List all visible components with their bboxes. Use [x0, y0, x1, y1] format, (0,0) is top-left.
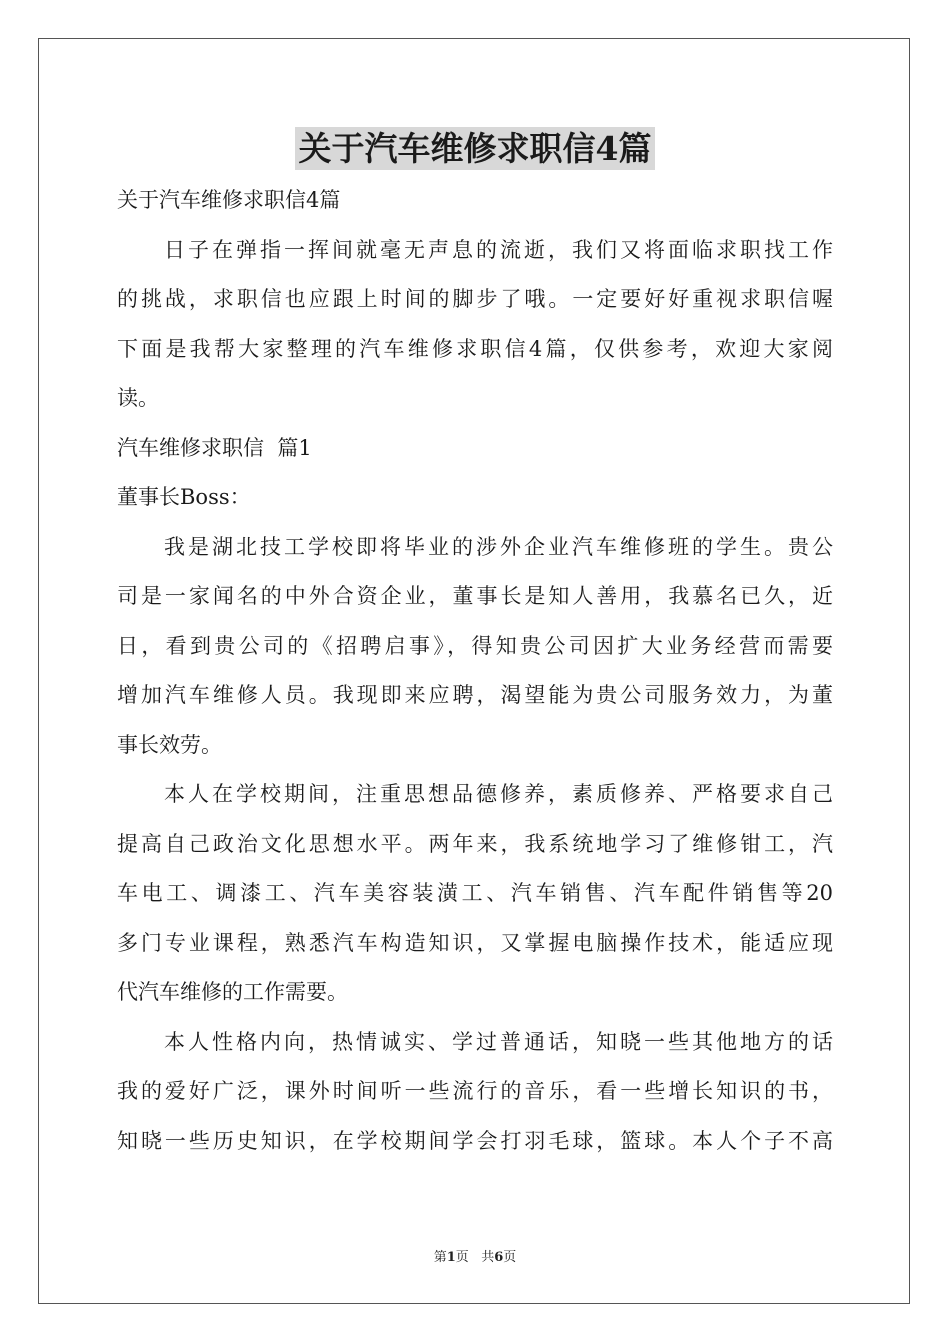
paragraph-line: 代汽车维修的工作需要。 — [117, 980, 348, 1004]
footer-page-prefix: 第 — [433, 1250, 447, 1265]
paragraph-line: 读。 — [117, 386, 159, 410]
footer-page-number: 1 — [446, 1250, 456, 1265]
paragraph-line: 的挑战，求职信也应跟上时间的脚步了哦。一定要好好重视求职信喔 — [117, 287, 833, 311]
section-heading: 汽车维修求职信 篇1 — [117, 435, 312, 460]
page-footer — [0, 1246, 950, 1265]
paragraph-line: 本人性格内向，热情诚实、学过普通话，知晓一些其他地方的话 — [164, 1029, 833, 1054]
paragraph-line: 日子在弹指一挥间就毫无声息的流逝，我们又将面临求职找工作 — [164, 237, 833, 262]
paragraph-line: 提高自己政治文化思想水平。两年来，我系统地学习了维修钳工，汽 — [117, 831, 833, 856]
subtitle-line: 关于汽车维修求职信4篇 — [117, 188, 341, 212]
paragraph-line: 日，看到贵公司的《招聘启事》，得知贵公司因扩大业务经营而需要 — [117, 633, 833, 658]
footer-page-suffix: 页 — [455, 1250, 469, 1265]
footer-total-prefix: 共 — [481, 1250, 495, 1265]
footer-total-suffix: 页 — [503, 1250, 517, 1265]
paragraph-line: 增加汽车维修人员。我现即来应聘，渴望能为贵公司服务效力，为董 — [117, 683, 833, 707]
paragraph-line: 车电工、调漆工、汽车美容装潢工、汽车销售、汽车配件销售等20 — [117, 881, 833, 905]
document-title — [0, 124, 950, 174]
paragraph-line: 事长效劳。 — [117, 732, 222, 757]
paragraph-line: 司是一家闻名的中外合资企业，董事长是知人善用，我慕名已久，近 — [117, 584, 833, 608]
paragraph-line: 我是湖北技工学校即将毕业的涉外企业汽车维修班的学生。贵公 — [164, 534, 833, 559]
paragraph-line: 知晓一些历史知识，在学校期间学会打羽毛球，篮球。本人个子不高 — [117, 1128, 833, 1153]
paragraph-line: 下面是我帮大家整理的汽车维修求职信4篇，仅供参考，欢迎大家阅 — [117, 336, 833, 361]
footer-total-number: 6 — [494, 1250, 504, 1265]
document-body — [117, 176, 833, 1166]
document-title-text: 关于汽车维修求职信4篇 — [295, 127, 656, 170]
paragraph-line: 我的爱好广泛，课外时间听一些流行的音乐，看一些增长知识的书， — [117, 1079, 833, 1103]
paragraph-line: 本人在学校期间，注重思想品德修养，素质修养、严格要求自己 — [164, 782, 833, 806]
paragraph-line: 多门专业课程，熟悉汽车构造知识，又掌握电脑操作技术，能适应现 — [117, 930, 833, 955]
salutation-line: 董事长Boss： — [117, 485, 251, 509]
